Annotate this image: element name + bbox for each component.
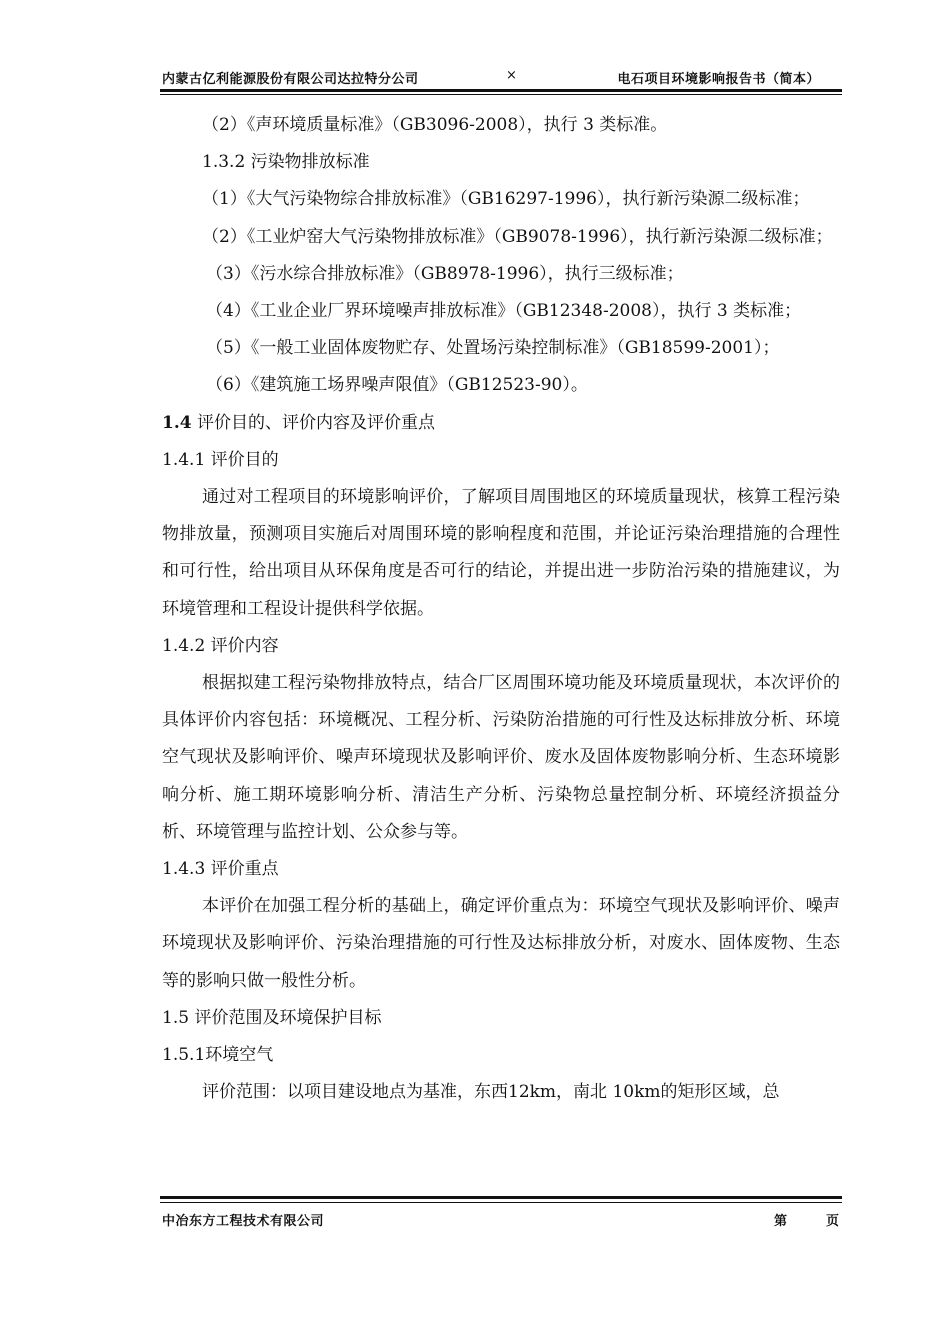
section-heading-1-4 xyxy=(162,405,840,442)
page-number-prefix: 第 xyxy=(774,1214,788,1229)
header-report-title: 电石项目环境影响报告书（简本） xyxy=(617,72,820,87)
heading-text: 评价目的、评价内容及评价重点 xyxy=(191,412,435,433)
document-body xyxy=(162,107,840,1111)
paragraph: （4）《工业企业厂界环境噪声排放标准》（GB12348-2008），执行 3 类标准； xyxy=(206,301,802,322)
page-footer xyxy=(162,1208,842,1230)
section-heading: 1.4.2 评价内容 xyxy=(162,635,279,656)
paragraph: 通过对工程项目的环境影响评价，了解项目周围地区的环境质量现状，核算工程污染物排放量，预测项目实施后对周围环境的影响程度和范围，并论证污染治理措施的合理性和可行性，给出项目从环保角度是否可行的结论，并提出进一步防治污染的措施建议，为环境管理和工程设计提供科学依据。 xyxy=(162,487,840,619)
section-heading: 1.3.2 污染物排放标准 xyxy=(202,152,370,173)
paragraph: （3）《污水综合排放标准》（GB8978-1996），执行三级标准； xyxy=(206,263,684,284)
section-heading: 1.5 评价范围及环境保护目标 xyxy=(162,1007,382,1028)
page-number-suffix: 页 xyxy=(826,1214,840,1229)
paragraph: （2）《声环境质量标准》（GB3096-2008），执行 3 类标准。 xyxy=(202,115,668,135)
paragraph: （5）《一般工业固体废物贮存、处置场污染控制标准》（GB18599-2001）； xyxy=(206,338,780,359)
section-heading: 1.5.1环境空气 xyxy=(162,1045,274,1066)
header-company: 内蒙古亿利能源股份有限公司达拉特分公司 xyxy=(162,72,419,87)
paragraph: 本评价在加强工程分析的基础上，确定评价重点为：环境空气现状及影响评价、噪声环境现状及影响评价、污染治理措施的可行性及达标排放分析，对废水、固体废物、生态等的影响只做一般性分析。 xyxy=(162,896,840,991)
paragraph: 评价范围：以项目建设地点为基准，东西12km，南北 10km的矩形区域，总 xyxy=(202,1082,780,1103)
header-rule-thin xyxy=(160,94,842,95)
page-header xyxy=(162,66,842,88)
paragraph: （1）《大气污染物综合排放标准》（GB16297-1996），执行新污染源二级标准； xyxy=(202,189,810,210)
header-rule-thick xyxy=(160,89,842,92)
footer-rule-thick xyxy=(160,1196,842,1199)
paragraph: （2）《工业炉窑大气污染物排放标准》（GB9078-1996），执行新污染源二级标准； xyxy=(202,226,833,247)
header-separator: × xyxy=(506,68,517,83)
footer-company: 中冶东方工程技术有限公司 xyxy=(162,1214,325,1229)
heading-number: 1.4 xyxy=(162,412,192,433)
paragraph: （6）《建筑施工场界噪声限值》（GB12523-90）。 xyxy=(206,375,588,396)
footer-rule-thin xyxy=(160,1202,842,1203)
paragraph: 根据拟建工程污染物排放特点，结合厂区周围环境功能及环境质量现状，本次评价的具体评价内容包括：环境概况、工程分析、污染防治措施的可行性及达标排放分析、环境空气现状及影响评价、噪声环境现状及影响评价、废水及固体废物影响分析、生态环境影响分析、施工期环境影响分析、清洁生产分析、污染物总量控制分析、环境经济损益分析、环境管理与监控计划、公众参与等。 xyxy=(162,673,840,842)
section-heading: 1.4.3 评价重点 xyxy=(162,859,279,880)
section-heading: 1.4.1 评价目的 xyxy=(162,449,279,470)
